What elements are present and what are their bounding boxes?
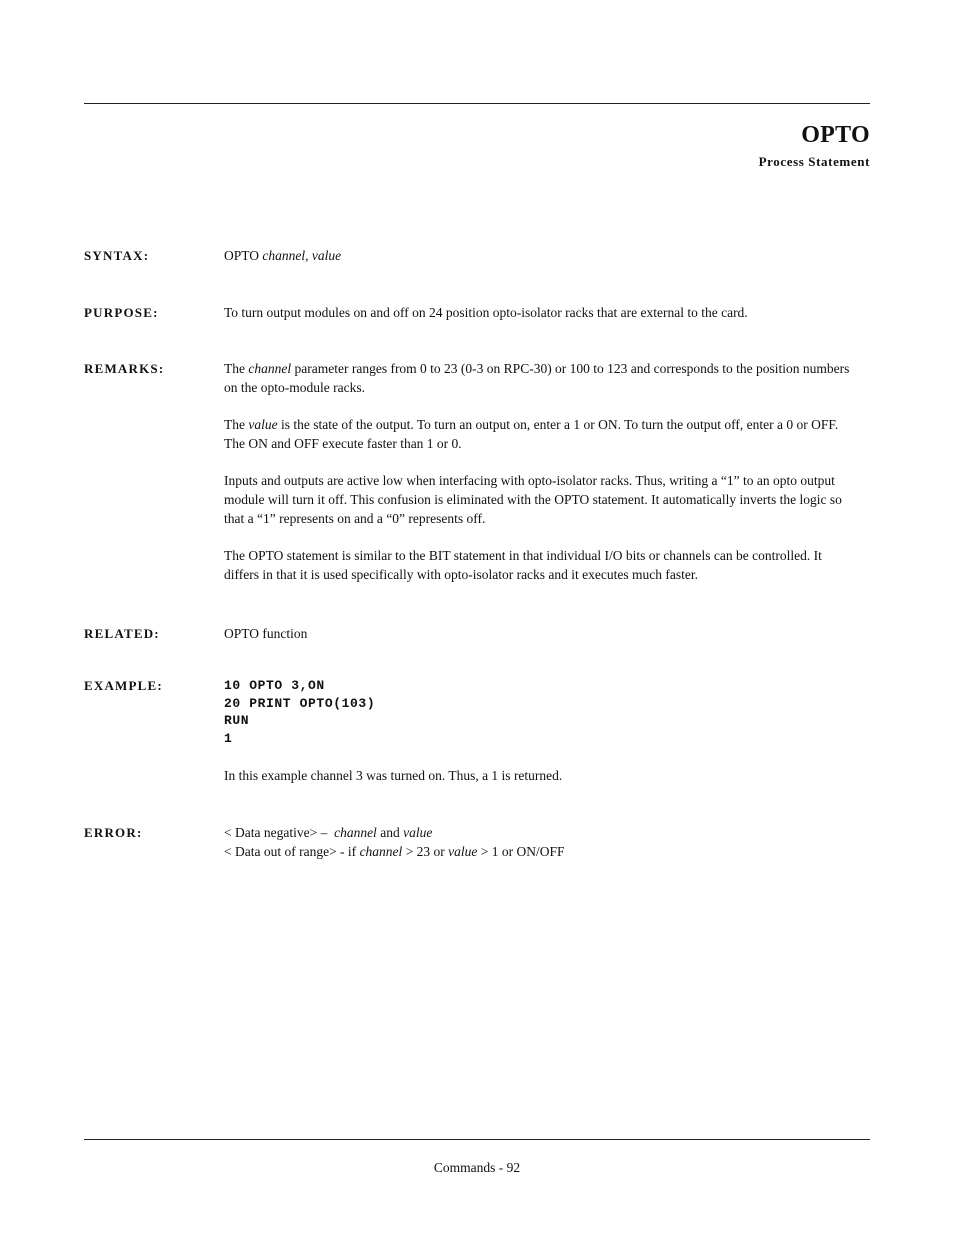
error-body bbox=[224, 823, 860, 861]
remarks-paragraph-1 bbox=[224, 359, 860, 397]
error-label: ERROR: bbox=[84, 825, 143, 840]
example-code-line-4: 1 bbox=[224, 730, 233, 746]
syntax-args: channel, value bbox=[262, 248, 342, 263]
remarks-paragraph-3: Inputs and outputs are active low when interfacing with opto-isolator racks. Thus, writing a “1” to an opto output module will turn it off. This confusion is eliminated with the OPTO statement. It automatically inverts the logic so that a “1” represents on and a “0” represents off. bbox=[224, 473, 842, 526]
error-l1-text: < Data negative> – bbox=[224, 825, 328, 840]
syntax-command: OPTO bbox=[224, 248, 260, 263]
purpose-label: PURPOSE: bbox=[84, 305, 159, 320]
example-body bbox=[224, 677, 860, 747]
remarks-p2-value: value bbox=[248, 417, 278, 432]
remarks-p2-rest: is the state of the output. To turn an output on, enter a 1 or ON. To turn the output off, enter a 0 or OFF. The ON and OFF execute faster than 1 or 0. bbox=[224, 417, 839, 451]
related-label: RELATED: bbox=[84, 626, 160, 641]
error-l1-and: and bbox=[380, 825, 400, 840]
remarks-p1-rest: parameter ranges from 0 to 23 (0-3 on RPC-30) or 100 to 123 and corresponds to the position numbers on the opto-module racks. bbox=[224, 361, 850, 395]
related-text: OPTO function bbox=[224, 626, 308, 641]
error-l1-value: value bbox=[403, 825, 433, 840]
error-l2-text: < Data out of range> - if bbox=[224, 844, 357, 859]
error-l1-channel: channel bbox=[334, 825, 377, 840]
remarks-label: REMARKS: bbox=[84, 361, 165, 376]
example-label: EXAMPLE: bbox=[84, 678, 163, 693]
example-code-line-2: 20 PRINT OPTO(103) bbox=[224, 695, 376, 711]
remarks-p2-start: The bbox=[224, 417, 245, 432]
remarks-p1-start: The bbox=[224, 361, 245, 376]
syntax-body bbox=[224, 246, 860, 265]
page-subtitle: Process Statement bbox=[758, 154, 870, 169]
example-note: In this example channel 3 was turned on. Thus, a 1 is returned. bbox=[224, 768, 563, 783]
error-line-2 bbox=[224, 842, 860, 861]
example-code-line-3: RUN bbox=[224, 713, 250, 728]
footer-rule bbox=[84, 1139, 870, 1140]
example-code-line-1: 10 OPTO 3,ON bbox=[224, 678, 325, 693]
page-footer: Commands - 92 bbox=[433, 1160, 521, 1175]
error-line-1 bbox=[224, 823, 860, 842]
purpose-text: To turn output modules on and off on 24 position opto-isolator racks that are external to the card. bbox=[224, 305, 748, 320]
remarks-paragraph-2 bbox=[224, 415, 860, 453]
error-l2-value: value bbox=[448, 844, 478, 859]
remarks-p1-channel: channel bbox=[248, 361, 292, 376]
error-l2-end: > 1 or ON/OFF bbox=[480, 844, 565, 859]
remarks-body bbox=[224, 359, 860, 602]
error-l2-middle: > 23 or bbox=[405, 844, 445, 859]
page-title: OPTO bbox=[801, 122, 870, 148]
remarks-paragraph-4: The OPTO statement is similar to the BIT statement in that individual I/O bits or channels can be controlled. It differs in that it is used specifically with opto-isolator racks and it executes much faster. bbox=[224, 548, 822, 582]
error-l2-channel: channel bbox=[359, 844, 403, 859]
header-rule bbox=[84, 103, 870, 104]
syntax-label: SYNTAX: bbox=[84, 248, 150, 263]
